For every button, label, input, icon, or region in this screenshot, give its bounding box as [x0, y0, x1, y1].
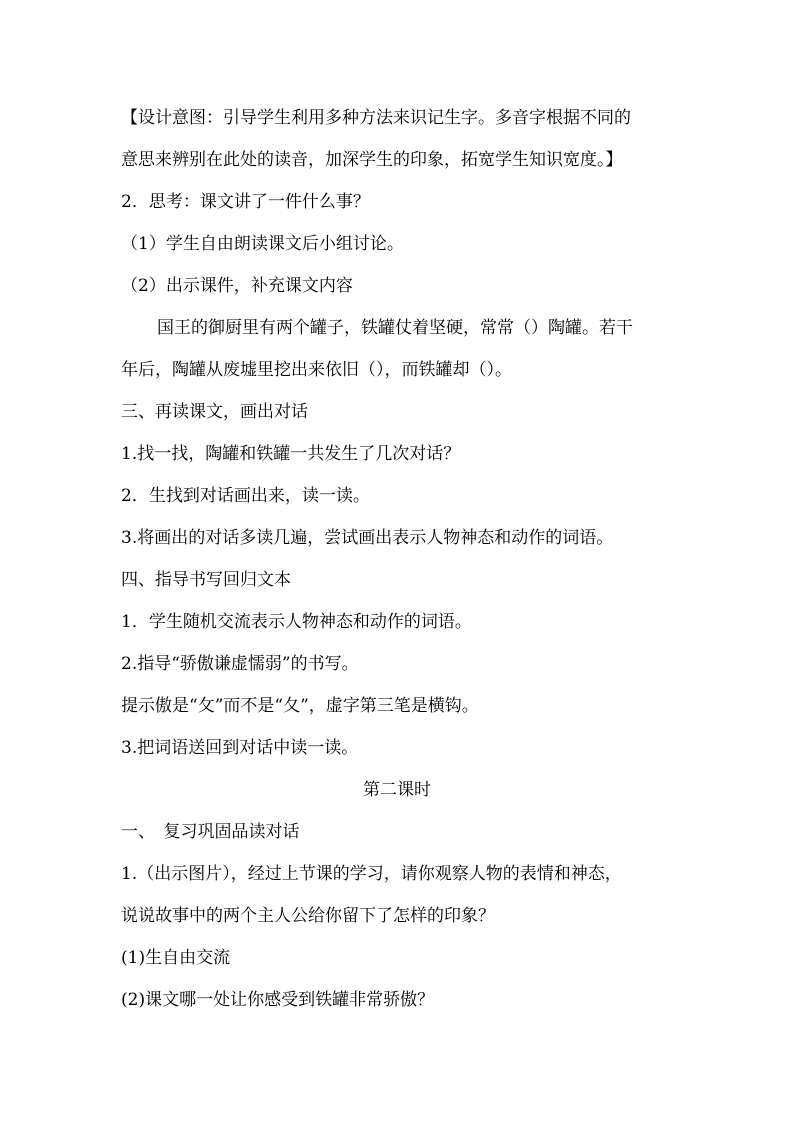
section-3-item-2: 2．生找到对话画出来，读一读。	[121, 486, 370, 506]
step-2-item-2: （2）出示课件，补充课文内容	[121, 276, 353, 296]
writing-tip: 提示傲是“攵”而不是“夂”，虚字第三笔是横钩。	[121, 696, 479, 716]
section-4-item-2: 2.指导“骄傲谦虚懦弱”的书写。	[121, 654, 359, 674]
step-2-item-1: （1）学生自由朗读课文后小组讨论。	[121, 234, 404, 254]
lesson-2-item-1-line-1: 1.（出示图片），经过上节课的学习，请你观察人物的表情和神态，	[121, 864, 622, 884]
design-intent-line-2: 意思来辨别在此处的读音，加深学生的印象，拓宽学生知识宽度。】	[121, 150, 623, 170]
section-4-item-3: 3.把词语送回到对话中读一读。	[121, 738, 359, 758]
section-4-item-1: 1．学生随机交流表示人物神态和动作的词语。	[121, 612, 472, 632]
lesson-2-subitem-2: (2)课文哪一处让你感受到铁罐非常骄傲？	[121, 990, 435, 1010]
lesson-2-item-1-line-2: 说说故事中的两个主人公给你留下了怎样的印象？	[121, 906, 495, 926]
story-summary-line-1: 国王的御厨里有两个罐子，铁罐仗着坚硬，常常（）陶罐。若干	[157, 318, 633, 338]
lesson-2-title: 第二课时	[363, 780, 431, 800]
section-4-heading: 四、指导书写回归文本	[121, 570, 291, 590]
step-2-question: 2．思考：课文讲了一件什么事？	[121, 192, 370, 212]
section-3-item-1: 1.找一找，陶罐和铁罐一共发生了几次对话？	[121, 444, 461, 464]
lesson-2-subitem-1: (1)生自由交流	[121, 948, 231, 968]
story-summary-line-2: 年后，陶罐从废墟里挖出来依旧（），而铁罐却（）。	[121, 360, 512, 380]
design-intent-line-1: 【设计意图：引导学生利用多种方法来识记生字。多音字根据不同的	[121, 108, 631, 128]
section-3-item-3: 3.将画出的对话多读几遍，尝试画出表示人物神态和动作的词语。	[121, 528, 614, 548]
section-3-heading: 三、再读课文，画出对话	[121, 402, 308, 422]
lesson-2-section-1-heading: 一、 复习巩固品读对话	[121, 822, 300, 842]
